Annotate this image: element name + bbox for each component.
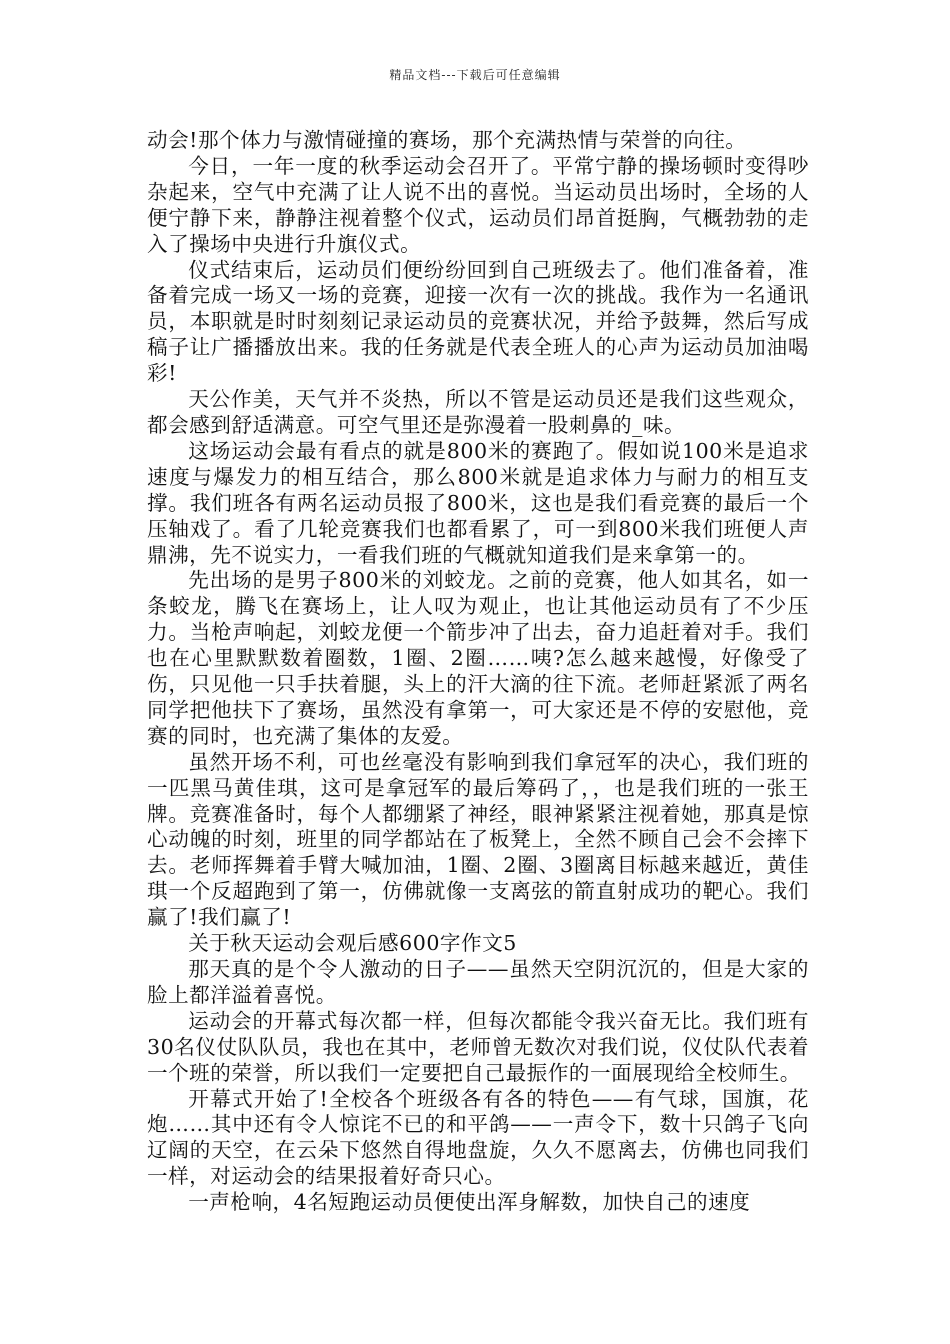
paragraph: 运动会的开幕式每次都一样，但每次都能令我兴奋无比。我们班有30名仪仗队队员，我也在其中，老师曾无数次对我们说，仪仗队代表着一个班的荣誉，所以我们一定要把自己最振作的一面展现给全校师生。	[147, 1008, 809, 1085]
document-body	[147, 128, 809, 1216]
paragraph: 开幕式开始了!全校各个班级各有各的特色——有气球，国旗，花炮……其中还有令人惊诧不已的和平鸽——一声令下，数十只鸽子飞向辽阔的天空，在云朵下悠然自得地盘旋，久久不愿离去，仿佛也同我们一样，对运动会的结果报着好奇只心。	[147, 1086, 809, 1189]
page-header: 精品文档---下载后可任意编辑	[389, 68, 561, 82]
paragraph: 一声枪响，4名短跑运动员便使出浑身解数，加快自己的速度	[188, 1190, 751, 1215]
paragraph: 动会!那个体力与激情碰撞的赛场，那个充满热情与荣誉的向往。	[147, 128, 747, 152]
paragraph: 今日，一年一度的秋季运动会召开了。平常宁静的操场顿时变得吵杂起来，空气中充满了让人说不出的喜悦。当运动员出场时，全场的人便宁静下来，静静注视着整个仪式，运动员们昂首挺胸，气概勃勃的走入了操场中央进行升旗仪式。	[147, 153, 809, 256]
section-heading: 关于秋天运动会观后感600字作文5	[188, 931, 517, 956]
paragraph: 这场运动会最有看点的就是800米的赛跑了。假如说100米是追求速度与爆发力的相互结合，那么800米就是追求体力与耐力的相互支撑。我们班各有两名运动员报了800米，这也是我们看竞赛的最后一个压轴戏了。看了几轮竞赛我们也都看累了，可一到800米我们班便人声鼎沸，先不说实力，一看我们班的气概就知道我们是来拿第一的。	[147, 438, 809, 567]
paragraph: 虽然开场不利，可也丝毫没有影响到我们拿冠军的决心，我们班的一匹黑马黄佳琪，这可是拿冠军的最后筹码了，，也是我们班的一张王牌。竞赛准备时，每个人都绷紧了神经，眼神紧紧注视着她，那真是惊心动魄的时刻，班里的同学都站在了板凳上，全然不顾自己会不会摔下去。老师挥舞着手臂大喊加油，1圈、2圈、3圈离目标越来越近，黄佳琪一个反超跑到了第一，仿佛就像一支离弦的箭直射成功的靶心。我们赢了!我们赢了!	[147, 749, 809, 930]
paragraph: 那天真的是个令人激动的日子——虽然天空阴沉沉的，但是大家的脸上都洋溢着喜悦。	[147, 957, 809, 1007]
paragraph: 仪式结束后，运动员们便纷纷回到自己班级去了。他们准备着，准备着完成一场又一场的竞赛，迎接一次有一次的挑战。我作为一名通讯员，本职就是时时刻刻记录运动员的竞赛状况，并给予鼓舞，然后写成稿子让广播播放出来。我的任务就是代表全班人的心声为运动员加油喝彩!	[147, 257, 809, 386]
paragraph: 先出场的是男子800米的刘蛟龙。之前的竞赛，他人如其名，如一条蛟龙，腾飞在赛场上，让人叹为观止，也让其他运动员有了不少压力。当枪声响起，刘蛟龙便一个箭步冲了出去，奋力追赶着对手。我们也在心里默默数着圈数，1圈、2圈……咦?怎么越来越慢，好像受了伤，只见他一只手扶着腿，头上的汗大滴的往下流。老师赶紧派了两名同学把他扶下了赛场，虽然没有拿第一，可大家还是不停的安慰他，竞赛的同时，也充满了集体的友爱。	[147, 568, 809, 748]
paragraph: 天公作美，天气并不炎热，所以不管是运动员还是我们这些观众，都会感到舒适满意。可空气里还是弥漫着一股刺鼻的_味。	[147, 387, 809, 437]
